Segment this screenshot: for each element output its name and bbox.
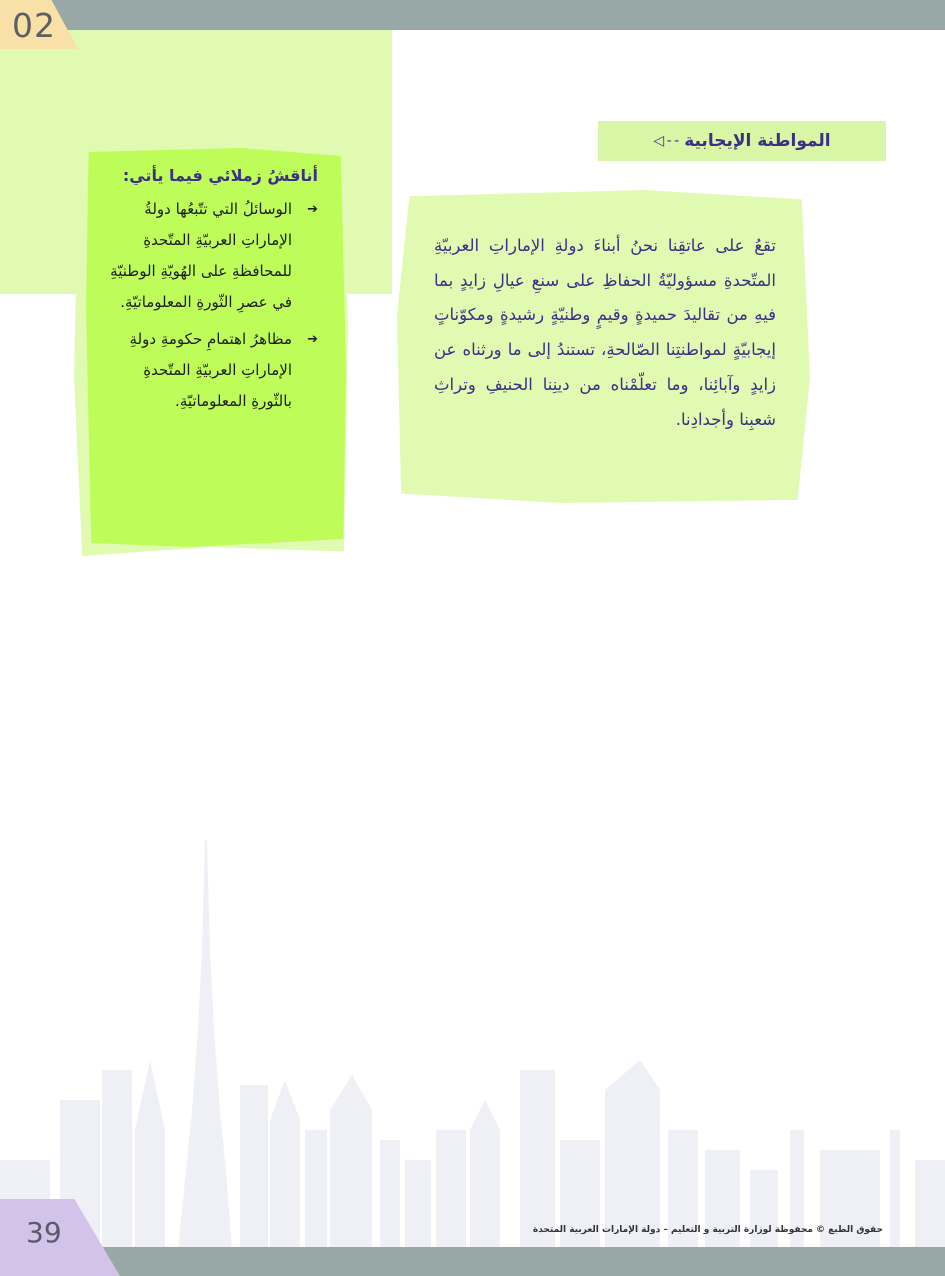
bottom-bar bbox=[0, 1247, 945, 1276]
chapter-number: 02 bbox=[12, 6, 56, 45]
section-title: المواطنة الإيجابية bbox=[684, 131, 831, 151]
discussion-content bbox=[98, 166, 318, 423]
discussion-heading: أناقشُ زملائي فيما يأتي: bbox=[122, 166, 318, 185]
page-number: 39 bbox=[26, 1216, 62, 1249]
copyright-notice: حقوق الطبع © محفوظة لوزارة التربية و التعليم – دولة الإمارات العربية المتحدة bbox=[532, 1225, 883, 1235]
discussion-item-text: مظاهرُ اهتمامِ حكومةِ دولةِ الإماراتِ العربيّةِ المتّحدةِ بالثّورةِ المعلوماتيّةِ. bbox=[129, 330, 292, 410]
discussion-item bbox=[98, 194, 318, 318]
section-title-bar bbox=[598, 121, 886, 161]
arrow-right-icon: ➔ bbox=[307, 332, 318, 347]
arrow-right-icon: ➔ bbox=[307, 202, 318, 217]
main-paragraph: تقعُ على عاتقِنا نحنُ أبناءَ دولةِ الإماراتِ العربيّةِ المتّحدةِ مسؤوليّةُ الحفاظِ على سنعِ عيالِ زايدٍ بما فيهِ من تقاليدَ حميدةٍ وقيمٍ وطنيّةٍ رشيدةٍ ومكوّناتٍ إيجابيّةٍ لمواطنتِنا الصّالحةِ، تستندُ إلى ما ورثناه عن زايدٍ وآبائِنا، وما تعلّمْناه من دينِنا الحنيفِ وتراثِ شعبِنا وأجدادِنا. bbox=[434, 236, 776, 429]
discussion-item bbox=[98, 324, 318, 417]
discussion-item-text: الوسائلُ التي تتّبعُها دولةُ الإماراتِ العربيّةِ المتّحدةِ للمحافظةِ على الهُويّةِ الوطنيّةِ في عصرِ الثّورةِ المعلوماتيّةِ. bbox=[110, 200, 292, 311]
arrow-left-icon: - - ◁ bbox=[653, 133, 679, 149]
top-bar bbox=[0, 0, 945, 30]
city-skyline-illustration bbox=[0, 830, 945, 1250]
